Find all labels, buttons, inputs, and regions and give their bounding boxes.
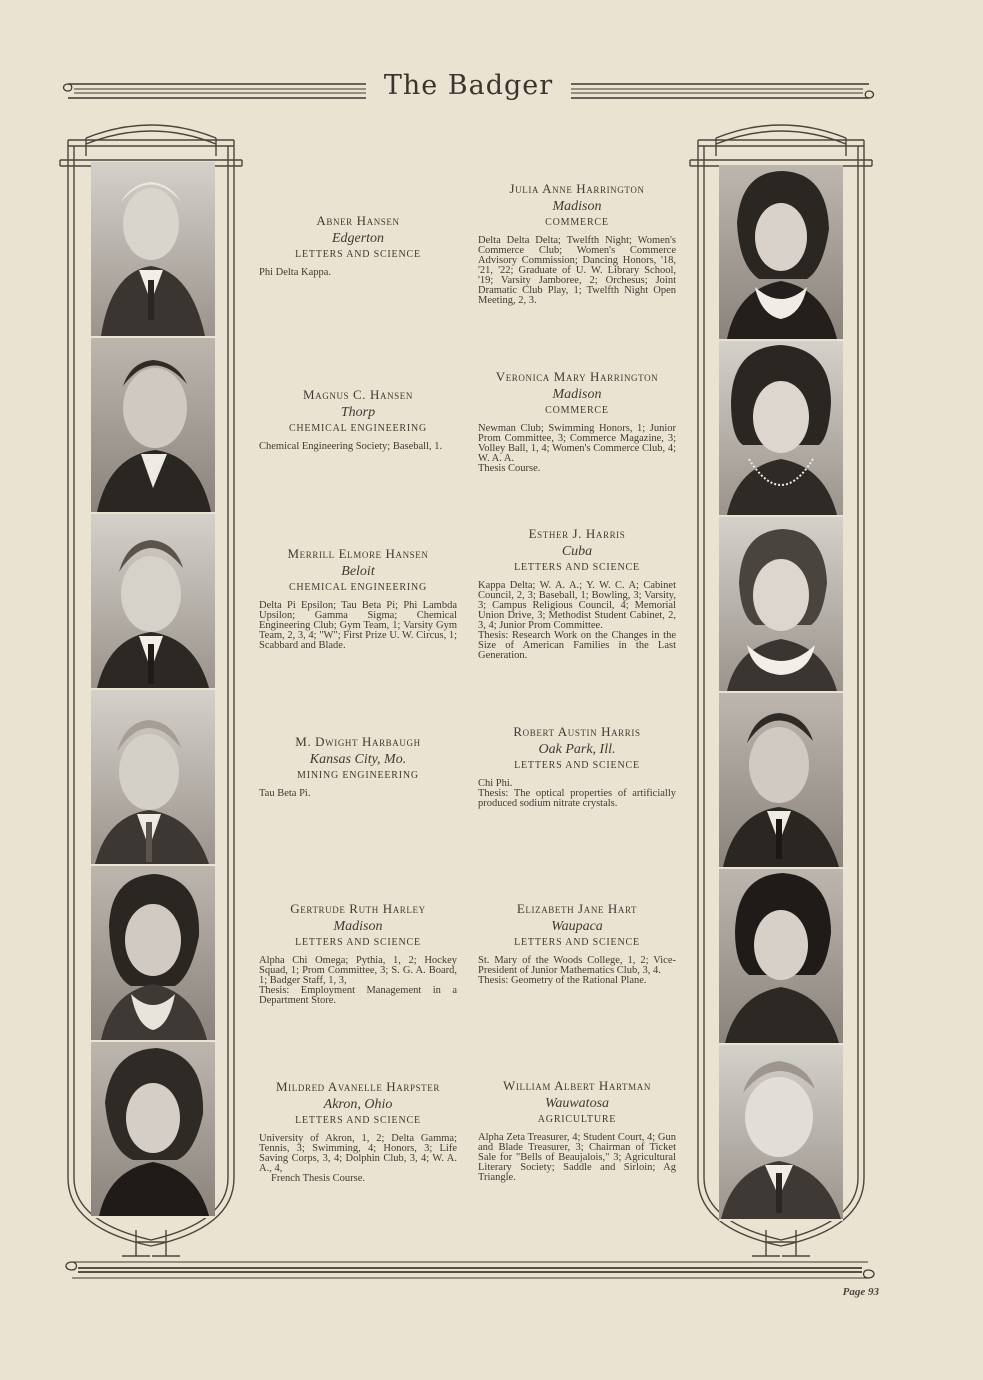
student-name: Mildred Avanelle Harpster bbox=[276, 1079, 440, 1094]
student-name: Julia Anne Harrington bbox=[509, 181, 645, 196]
student-name: M. Dwight Harbaugh bbox=[295, 734, 421, 749]
student-entry bbox=[478, 182, 676, 306]
portrait-photo bbox=[719, 517, 843, 693]
student-hometown: Beloit bbox=[341, 564, 375, 579]
student-hometown: Kansas City, Mo. bbox=[309, 752, 407, 767]
page-title: The Badger bbox=[383, 70, 554, 101]
student-course: COMMERCE bbox=[545, 217, 609, 228]
portrait-photo bbox=[719, 165, 843, 341]
student-activities: Chemical Engineering Society; Baseball, 1. bbox=[259, 441, 443, 452]
student-activities: Tau Beta Pi. bbox=[259, 788, 311, 799]
student-hometown: Cuba bbox=[561, 544, 593, 559]
student-entry bbox=[478, 370, 676, 474]
student-course: LETTERS AND SCIENCE bbox=[295, 1115, 421, 1126]
student-entry bbox=[478, 902, 676, 986]
portrait-photo bbox=[91, 514, 215, 690]
student-name: Elizabeth Jane Hart bbox=[516, 901, 638, 916]
student-entry bbox=[478, 1079, 676, 1183]
portrait-photo bbox=[91, 866, 215, 1042]
student-course: LETTERS AND SCIENCE bbox=[295, 937, 421, 948]
student-name: Robert Austin Harris bbox=[513, 724, 641, 739]
student-hometown: Madison bbox=[333, 919, 383, 934]
student-thesis: Thesis: Research Work on the Changes in the Size of American Families in the Last Generation. bbox=[478, 630, 676, 661]
student-entry bbox=[259, 1080, 457, 1184]
student-name: Magnus C. Hansen bbox=[303, 387, 413, 402]
student-thesis: Thesis Course. bbox=[478, 463, 541, 474]
student-course: LETTERS AND SCIENCE bbox=[514, 937, 640, 948]
portrait-photo bbox=[91, 690, 215, 866]
student-activities: Kappa Delta; W. A. A.; Y. W. C. A; Cabinet Council, 2, 3; Baseball, 1; Bowling, 3; Varsity, 3; Campus Religious Council, 4; Memorial Union Drive, 3; Methodist Student Cabinet, 2, 3, 4; Junior Prom Committee. bbox=[478, 580, 676, 631]
student-activities: Phi Delta Kappa. bbox=[259, 267, 332, 278]
student-name: Gertrude Ruth Harley bbox=[290, 901, 426, 916]
student-hometown: Edgerton bbox=[331, 231, 385, 246]
student-hometown: Akron, Ohio bbox=[323, 1097, 393, 1112]
header-rule-left-ornament bbox=[60, 80, 370, 102]
student-entry bbox=[259, 214, 457, 278]
student-entry bbox=[259, 388, 457, 452]
student-course: LETTERS AND SCIENCE bbox=[514, 760, 640, 771]
left-photo-column bbox=[91, 162, 215, 1218]
student-hometown: Madison bbox=[552, 199, 602, 214]
student-thesis: French Thesis Course. bbox=[271, 1173, 366, 1184]
portrait-photo bbox=[91, 162, 215, 338]
student-course: LETTERS AND SCIENCE bbox=[295, 249, 421, 260]
student-entry bbox=[259, 735, 457, 799]
portrait-photo bbox=[719, 341, 843, 517]
student-entry bbox=[478, 725, 676, 809]
student-name: Veronica Mary Harrington bbox=[495, 369, 659, 384]
student-activities: Chi Phi. bbox=[478, 778, 513, 789]
student-name: William Albert Hartman bbox=[503, 1078, 651, 1093]
right-photo-column bbox=[719, 165, 843, 1221]
student-name: Esther J. Harris bbox=[528, 526, 626, 541]
footer-rule-ornament bbox=[60, 1258, 880, 1282]
student-thesis: Thesis: Employment Management in a Department Store. bbox=[259, 985, 457, 1006]
student-hometown: Thorp bbox=[340, 405, 376, 420]
student-course: MINING ENGINEERING bbox=[297, 770, 419, 781]
portrait-photo bbox=[719, 1045, 843, 1221]
student-activities: St. Mary of the Woods College, 1, 2; Vice-President of Junior Mathematics Club, 3, 4. bbox=[478, 955, 676, 976]
student-course: CHEMICAL ENGINEERING bbox=[288, 582, 428, 593]
student-hometown: Wauwatosa bbox=[544, 1096, 610, 1111]
student-thesis: Thesis: Geometry of the Rational Plane. bbox=[478, 975, 647, 986]
student-activities: Delta Delta Delta; Twelfth Night; Women's Commerce Club; Women's Commerce Advisory Commission; Dancing Honors, '18, '21, '22; Graduate of U. W. Library School, '19; Varsity Jamboree, 2; Orchesus; Joint Dramatic Club Play, 1; Twelfth Night Open Meeting, 2, 3. bbox=[478, 235, 676, 306]
student-activities: Newman Club; Swimming Honors, 1; Junior Prom Committee, 3; Commerce Magazine, 3; Volley Ball, 1, 4; Women's Commerce Club, 4; W. A. A. bbox=[478, 423, 676, 464]
student-activities: Delta Pi Epsilon; Tau Beta Pi; Phi Lambda Upsilon; Gamma Sigma; Chemical Engineering Club; Gym Team, 1; Varsity Gym Team, 2, 3, 4; "W"; First Prize U. W. Circus, 1; Scabbard and Blade. bbox=[259, 600, 457, 651]
student-entry bbox=[259, 902, 457, 1006]
student-activities: Alpha Zeta Treasurer, 4; Student Court, 4; Gun and Blade Treasurer, 3; Chairman of Ticket Sale for "Bells of Beaujalois," 3; Agricultural Literary Society; Saddle and Sirloin; Ag Triangle. bbox=[478, 1132, 676, 1183]
portrait-photo bbox=[719, 693, 843, 869]
portrait-photo bbox=[91, 338, 215, 514]
portrait-photo bbox=[91, 1042, 215, 1218]
student-hometown: Waupaca bbox=[551, 919, 603, 934]
student-course: LETTERS AND SCIENCE bbox=[514, 562, 640, 573]
student-thesis: Thesis: The optical properties of artificially produced sodium nitrate crystals. bbox=[478, 788, 676, 809]
student-course: COMMERCE bbox=[545, 405, 609, 416]
student-hometown: Oak Park, Ill. bbox=[538, 742, 616, 757]
student-name: Merrill Elmore Hansen bbox=[287, 546, 429, 561]
student-course: AGRICULTURE bbox=[537, 1114, 617, 1125]
header-rule-right-ornament bbox=[567, 80, 877, 102]
portrait-photo bbox=[719, 869, 843, 1045]
student-activities: Alpha Chi Omega; Pythia, 1, 2; Hockey Squad, 1; Prom Committee, 3; S. G. A. Board, 1; Badger Staff, 1, 3, bbox=[259, 955, 457, 986]
student-activities: University of Akron, 1, 2; Delta Gamma; Tennis, 3; Swimming, 4; Honors, 3; Life Saving Corps, 3, 4; Dolphin Club, 3, 4; W. A. A., 4, bbox=[259, 1133, 457, 1174]
student-course: CHEMICAL ENGINEERING bbox=[288, 423, 428, 434]
student-entry bbox=[259, 547, 457, 651]
page-number: Page 93 bbox=[842, 1286, 879, 1298]
student-entry bbox=[478, 527, 676, 661]
student-name: Abner Hansen bbox=[316, 213, 400, 228]
student-hometown: Madison bbox=[552, 387, 602, 402]
